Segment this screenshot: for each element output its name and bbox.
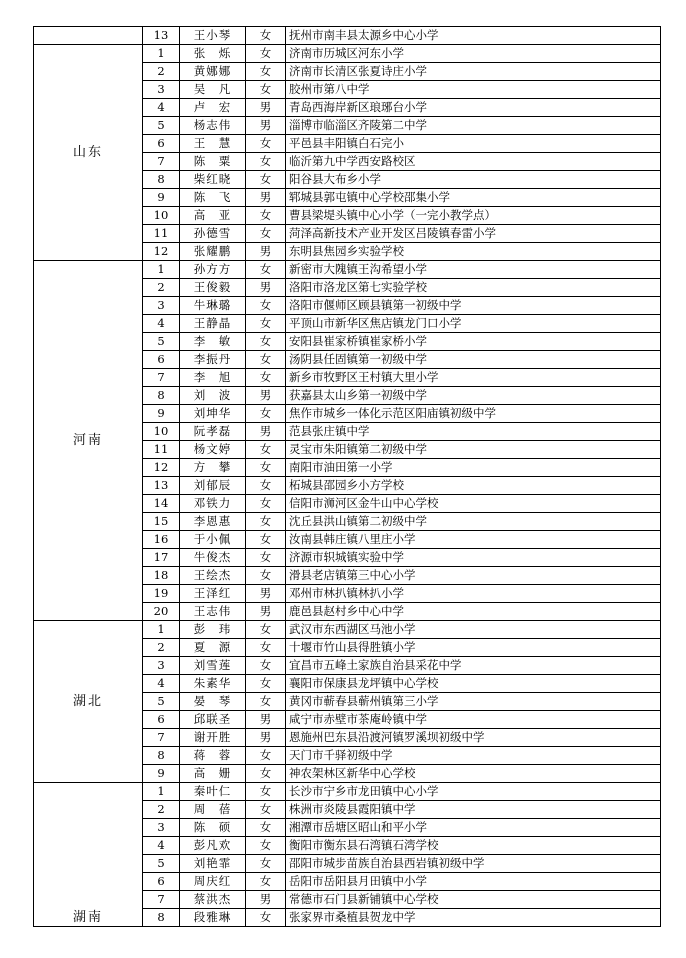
row-number-cell: 3 [143, 819, 180, 837]
gender-cell: 女 [246, 477, 286, 495]
table-row [34, 783, 661, 801]
gender-cell: 女 [246, 783, 286, 801]
school-cell: 南阳市油田第一小学 [286, 459, 661, 477]
row-number-cell: 1 [143, 621, 180, 639]
school-cell: 邓州市林扒镇林扒小学 [286, 585, 661, 603]
teacher-name-cell: 王小琴 [180, 27, 246, 45]
school-cell: 信阳市浉河区金牛山中心学校 [286, 495, 661, 513]
school-cell: 洛阳市洛龙区第七实验学校 [286, 279, 661, 297]
school-cell: 张家界市桑植县贺龙中学 [286, 909, 661, 927]
row-number-cell: 13 [143, 27, 180, 45]
school-cell: 柘城县邵园乡小方学校 [286, 477, 661, 495]
gender-cell: 女 [246, 531, 286, 549]
gender-cell: 女 [246, 801, 286, 819]
school-cell: 株洲市炎陵县霞阳镇中学 [286, 801, 661, 819]
school-cell: 汤阴县任固镇第一初级中学 [286, 351, 661, 369]
teacher-name-cell: 孙方方 [180, 261, 246, 279]
row-number-cell: 5 [143, 333, 180, 351]
teacher-name-cell: 邱联圣 [180, 711, 246, 729]
province-cell [34, 27, 143, 45]
teacher-name-cell: 吴 凡 [180, 81, 246, 99]
row-number-cell: 10 [143, 423, 180, 441]
table-row [34, 261, 661, 279]
gender-cell: 女 [246, 513, 286, 531]
school-cell: 邵阳市城步苗族自治县西岩镇初级中学 [286, 855, 661, 873]
gender-cell: 男 [246, 891, 286, 909]
teacher-name-cell: 蔡洪杰 [180, 891, 246, 909]
teacher-name-cell: 陈 硕 [180, 819, 246, 837]
teacher-name-cell: 阮孝磊 [180, 423, 246, 441]
gender-cell: 女 [246, 747, 286, 765]
row-number-cell: 7 [143, 891, 180, 909]
teacher-name-cell: 于小佩 [180, 531, 246, 549]
gender-cell: 女 [246, 135, 286, 153]
school-cell: 新乡市牧野区王村镇大里小学 [286, 369, 661, 387]
school-cell: 济南市历城区河东小学 [286, 45, 661, 63]
row-number-cell: 11 [143, 441, 180, 459]
school-cell: 宜昌市五峰土家族自治县采花中学 [286, 657, 661, 675]
row-number-cell: 5 [143, 693, 180, 711]
teacher-name-cell: 高 亚 [180, 207, 246, 225]
teacher-name-cell: 孙德雪 [180, 225, 246, 243]
row-number-cell: 10 [143, 207, 180, 225]
school-cell: 神农架林区新华中心学校 [286, 765, 661, 783]
row-number-cell: 4 [143, 837, 180, 855]
teacher-name-cell: 李 旭 [180, 369, 246, 387]
school-cell: 胶州市第八中学 [286, 81, 661, 99]
row-number-cell: 6 [143, 711, 180, 729]
gender-cell: 女 [246, 639, 286, 657]
teacher-name-cell: 刘艳霏 [180, 855, 246, 873]
gender-cell: 女 [246, 351, 286, 369]
teacher-name-cell: 王志伟 [180, 603, 246, 621]
roster-body [34, 27, 661, 927]
school-cell: 十堰市竹山县得胜镇小学 [286, 639, 661, 657]
gender-cell: 男 [246, 99, 286, 117]
teacher-name-cell: 段雅琳 [180, 909, 246, 927]
school-cell: 东明县焦园乡实验学校 [286, 243, 661, 261]
row-number-cell: 2 [143, 639, 180, 657]
gender-cell: 女 [246, 405, 286, 423]
gender-cell: 女 [246, 297, 286, 315]
gender-cell: 女 [246, 441, 286, 459]
school-cell: 汝南县韩庄镇八里庄小学 [286, 531, 661, 549]
gender-cell: 女 [246, 495, 286, 513]
gender-cell: 女 [246, 675, 286, 693]
row-number-cell: 1 [143, 783, 180, 801]
table-row [34, 27, 661, 45]
teacher-name-cell: 朱素华 [180, 675, 246, 693]
teacher-name-cell: 邓铁力 [180, 495, 246, 513]
row-number-cell: 17 [143, 549, 180, 567]
teacher-name-cell: 张耀鹏 [180, 243, 246, 261]
row-number-cell: 20 [143, 603, 180, 621]
teacher-name-cell: 王泽红 [180, 585, 246, 603]
teacher-name-cell: 牛俊杰 [180, 549, 246, 567]
row-number-cell: 13 [143, 477, 180, 495]
row-number-cell: 1 [143, 261, 180, 279]
school-cell: 岳阳市岳阳县月田镇中小学 [286, 873, 661, 891]
teacher-name-cell: 陈 粟 [180, 153, 246, 171]
row-number-cell: 4 [143, 99, 180, 117]
gender-cell: 女 [246, 693, 286, 711]
teacher-name-cell: 周 蓓 [180, 801, 246, 819]
teacher-name-cell: 刘雪莲 [180, 657, 246, 675]
row-number-cell: 19 [143, 585, 180, 603]
school-cell: 焦作市城乡一体化示范区阳庙镇初级中学 [286, 405, 661, 423]
teacher-name-cell: 晏 琴 [180, 693, 246, 711]
gender-cell: 女 [246, 369, 286, 387]
gender-cell: 女 [246, 333, 286, 351]
gender-cell: 女 [246, 153, 286, 171]
row-number-cell: 4 [143, 675, 180, 693]
gender-cell: 女 [246, 567, 286, 585]
teacher-name-cell: 刘 波 [180, 387, 246, 405]
gender-cell: 男 [246, 423, 286, 441]
teacher-name-cell: 蒋 蓉 [180, 747, 246, 765]
school-cell: 黄冈市蕲春县蕲州镇第三小学 [286, 693, 661, 711]
school-cell: 恩施州巴东县沿渡河镇罗溪坝初级中学 [286, 729, 661, 747]
teacher-name-cell: 高 姗 [180, 765, 246, 783]
school-cell: 获嘉县太山乡第一初级中学 [286, 387, 661, 405]
province-cell: 湖南 [34, 783, 143, 927]
gender-cell: 男 [246, 585, 286, 603]
school-cell: 灵宝市朱阳镇第二初级中学 [286, 441, 661, 459]
school-cell: 常德市石门县新铺镇中心学校 [286, 891, 661, 909]
row-number-cell: 3 [143, 297, 180, 315]
gender-cell: 女 [246, 459, 286, 477]
teacher-name-cell: 彭凡欢 [180, 837, 246, 855]
gender-cell: 女 [246, 207, 286, 225]
row-number-cell: 2 [143, 63, 180, 81]
row-number-cell: 7 [143, 729, 180, 747]
gender-cell: 女 [246, 657, 286, 675]
gender-cell: 男 [246, 387, 286, 405]
gender-cell: 女 [246, 315, 286, 333]
school-cell: 青岛西海岸新区琅琊台小学 [286, 99, 661, 117]
school-cell: 新密市大隗镇王沟希望小学 [286, 261, 661, 279]
school-cell: 安阳县崔家桥镇崔家桥小学 [286, 333, 661, 351]
school-cell: 湘潭市岳塘区昭山和平小学 [286, 819, 661, 837]
teacher-name-cell: 杨文婷 [180, 441, 246, 459]
gender-cell: 女 [246, 81, 286, 99]
school-cell: 滑县老店镇第三中心小学 [286, 567, 661, 585]
gender-cell: 女 [246, 621, 286, 639]
gender-cell: 男 [246, 117, 286, 135]
row-number-cell: 9 [143, 765, 180, 783]
teacher-name-cell: 秦叶仁 [180, 783, 246, 801]
school-cell: 沈丘县洪山镇第二初级中学 [286, 513, 661, 531]
gender-cell: 男 [246, 279, 286, 297]
row-number-cell: 1 [143, 45, 180, 63]
teacher-name-cell: 李振丹 [180, 351, 246, 369]
row-number-cell: 5 [143, 117, 180, 135]
school-cell: 济南市长清区张夏诗庄小学 [286, 63, 661, 81]
row-number-cell: 9 [143, 189, 180, 207]
school-cell: 阳谷县大布乡小学 [286, 171, 661, 189]
gender-cell: 男 [246, 729, 286, 747]
gender-cell: 男 [246, 243, 286, 261]
gender-cell: 女 [246, 549, 286, 567]
row-number-cell: 6 [143, 135, 180, 153]
teacher-name-cell: 牛琳璐 [180, 297, 246, 315]
row-number-cell: 3 [143, 81, 180, 99]
gender-cell: 女 [246, 765, 286, 783]
gender-cell: 女 [246, 909, 286, 927]
school-cell: 淄博市临淄区齐陵第二中学 [286, 117, 661, 135]
gender-cell: 女 [246, 45, 286, 63]
teacher-name-cell: 黄娜娜 [180, 63, 246, 81]
teacher-name-cell: 张 烁 [180, 45, 246, 63]
table-row [34, 45, 661, 63]
gender-cell: 女 [246, 27, 286, 45]
teacher-name-cell: 王俊毅 [180, 279, 246, 297]
teacher-name-cell: 王 慧 [180, 135, 246, 153]
school-cell: 洛阳市偃师区顾县镇第一初级中学 [286, 297, 661, 315]
school-cell: 抚州市南丰县太源乡中心小学 [286, 27, 661, 45]
row-number-cell: 8 [143, 747, 180, 765]
row-number-cell: 16 [143, 531, 180, 549]
gender-cell: 女 [246, 855, 286, 873]
teacher-name-cell: 李恩惠 [180, 513, 246, 531]
teacher-name-cell: 刘坤华 [180, 405, 246, 423]
teacher-name-cell: 柴红晓 [180, 171, 246, 189]
teacher-name-cell: 谢开胜 [180, 729, 246, 747]
gender-cell: 女 [246, 225, 286, 243]
school-cell: 平顶山市新华区焦店镇龙门口小学 [286, 315, 661, 333]
teacher-name-cell: 方 攀 [180, 459, 246, 477]
teacher-name-cell: 王静晶 [180, 315, 246, 333]
school-cell: 咸宁市赤壁市茶庵岭镇中学 [286, 711, 661, 729]
teacher-name-cell: 王绘杰 [180, 567, 246, 585]
teacher-name-cell: 周庆红 [180, 873, 246, 891]
gender-cell: 女 [246, 837, 286, 855]
school-cell: 长沙市宁乡市龙田镇中心小学 [286, 783, 661, 801]
row-number-cell: 15 [143, 513, 180, 531]
row-number-cell: 3 [143, 657, 180, 675]
gender-cell: 男 [246, 603, 286, 621]
province-cell: 山东 [34, 45, 143, 261]
gender-cell: 女 [246, 819, 286, 837]
teacher-name-cell: 陈 飞 [180, 189, 246, 207]
row-number-cell: 14 [143, 495, 180, 513]
row-number-cell: 8 [143, 909, 180, 927]
row-number-cell: 7 [143, 369, 180, 387]
gender-cell: 女 [246, 261, 286, 279]
row-number-cell: 8 [143, 171, 180, 189]
table-row [34, 621, 661, 639]
school-cell: 鹿邑县赵村乡中心中学 [286, 603, 661, 621]
row-number-cell: 11 [143, 225, 180, 243]
school-cell: 天门市千驿初级中学 [286, 747, 661, 765]
province-cell: 湖北 [34, 621, 143, 783]
teacher-name-cell: 刘郁辰 [180, 477, 246, 495]
teacher-name-cell: 李 敏 [180, 333, 246, 351]
row-number-cell: 8 [143, 387, 180, 405]
school-cell: 临沂第九中学西安路校区 [286, 153, 661, 171]
province-cell: 河南 [34, 261, 143, 621]
row-number-cell: 9 [143, 405, 180, 423]
row-number-cell: 5 [143, 855, 180, 873]
teacher-name-cell: 彭 玮 [180, 621, 246, 639]
teacher-name-cell: 夏 源 [180, 639, 246, 657]
row-number-cell: 6 [143, 873, 180, 891]
school-cell: 衡阳市衡东县石湾镇石湾学校 [286, 837, 661, 855]
gender-cell: 女 [246, 63, 286, 81]
gender-cell: 男 [246, 189, 286, 207]
row-number-cell: 6 [143, 351, 180, 369]
row-number-cell: 12 [143, 459, 180, 477]
school-cell: 襄阳市保康县龙坪镇中心学校 [286, 675, 661, 693]
teacher-roster-table [33, 26, 661, 927]
row-number-cell: 2 [143, 801, 180, 819]
row-number-cell: 12 [143, 243, 180, 261]
school-cell: 郓城县郭屯镇中心学校邵集小学 [286, 189, 661, 207]
gender-cell: 男 [246, 711, 286, 729]
school-cell: 武汉市东西湖区马池小学 [286, 621, 661, 639]
teacher-name-cell: 杨志伟 [180, 117, 246, 135]
gender-cell: 女 [246, 873, 286, 891]
gender-cell: 女 [246, 171, 286, 189]
row-number-cell: 18 [143, 567, 180, 585]
school-cell: 范县张庄镇中学 [286, 423, 661, 441]
school-cell: 济源市轵城镇实验中学 [286, 549, 661, 567]
row-number-cell: 4 [143, 315, 180, 333]
row-number-cell: 7 [143, 153, 180, 171]
row-number-cell: 2 [143, 279, 180, 297]
school-cell: 菏泽高新技术产业开发区吕陵镇春雷小学 [286, 225, 661, 243]
school-cell: 曹县梁堤头镇中心小学（一完小教学点） [286, 207, 661, 225]
school-cell: 平邑县丰阳镇白石完小 [286, 135, 661, 153]
teacher-name-cell: 卢 宏 [180, 99, 246, 117]
